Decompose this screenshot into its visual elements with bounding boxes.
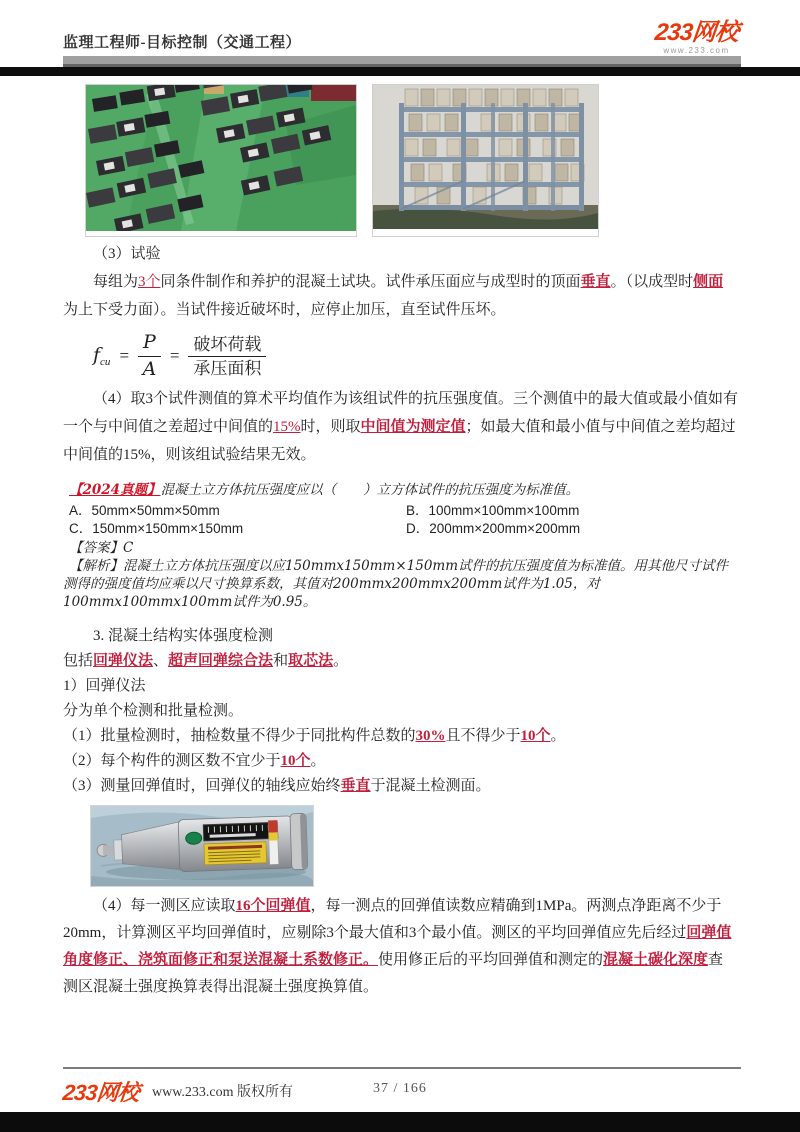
para-method: 1）回弹仪法 <box>63 677 146 694</box>
highlight-term: 侧面 <box>693 274 724 290</box>
highlight-term: 取芯法 <box>288 652 334 669</box>
heading-test: （3）试验 <box>93 246 161 262</box>
option-d: D．200mm×200mm×200mm <box>406 520 581 536</box>
para-item3 <box>63 774 738 799</box>
footer-rule <box>63 1067 741 1069</box>
exam-analysis: 【解析】混凝土立方体抗压强度以应150mmx150mm×150mm试件的抗压强度值为标准值。用其他尺寸试件测得的强度值均应乘以尺寸换算系数，其值对200mmx200mmx200mm试件为1.05，对100mmx100mmx100mm试件为0.95。 <box>63 557 729 610</box>
highlight-term: 混凝土碳化深度 <box>603 951 709 968</box>
highlight-term: 中间值为测定值 <box>360 418 466 435</box>
para-divide: 分为单个检测和批量检测。 <box>63 702 244 719</box>
text-run: 使用修正后的平均回弹值和测定的 <box>378 951 604 968</box>
text-run: （4）取3个试件测值的算术平均值作为该组试件的抗压强度值。三个测值中的最大值或最小值如有一个与中间值之差超过中间值的 <box>63 390 739 435</box>
highlight-term: 回弹值角度修正、浇筑面修正和泵送混凝土系数修正。 <box>63 924 732 968</box>
curing-rack-image <box>373 85 598 229</box>
footer-copyright: www.233.com 版权所有 <box>152 1085 294 1100</box>
concrete-cubes-photo <box>85 84 357 237</box>
highlight-term: 16个回弹值 <box>235 897 311 914</box>
text-run: 查测区混凝土强度换算表得出混凝土强度换算值。 <box>63 951 724 995</box>
rebound-hammer-photo <box>90 805 314 887</box>
section-strength-detection <box>63 624 738 799</box>
equals-sign: = <box>169 346 180 366</box>
para-zone-readings <box>63 893 738 1001</box>
text-run: 时，则取 <box>300 418 361 435</box>
header-rule-black <box>0 67 800 76</box>
highlight-term: 30% <box>415 727 446 744</box>
fraction-load-area: $\frac{\text{破坏荷载}}{\text{承压面积}}$ <box>188 334 266 380</box>
exam-tag: 【2024真题】 <box>69 481 161 498</box>
text-run: 为上下受力面）。当试件接近破坏时，应停止加压，直至试件压坏。 <box>63 302 506 318</box>
text-run: （4）每一测区应读取 <box>93 897 236 914</box>
para-item1 <box>63 724 738 749</box>
text-run: 、 <box>153 652 169 669</box>
brand-logo <box>655 21 738 55</box>
text-run: 。 <box>310 752 326 769</box>
rebound-hammer-image <box>91 806 313 886</box>
strength-formula <box>93 331 738 382</box>
text-run: （2）每个构件的测区数不宜少于 <box>63 752 281 769</box>
text-run: 。 <box>550 727 566 744</box>
text-run: 。（以成型时 <box>610 274 694 290</box>
highlight-term: 10个 <box>520 727 551 744</box>
curing-rack-photo <box>372 84 599 237</box>
exam-question-text: 混凝土立方体抗压强度应以（ ）立方体试件的抗压强度为标准值。 <box>160 481 580 498</box>
concrete-cubes-image <box>86 85 356 231</box>
para-test-group <box>63 268 738 324</box>
highlight-term: 垂直 <box>580 274 611 290</box>
highlight-term: 超声回弹综合法 <box>168 652 274 669</box>
formula-symbol: $f_{cu}$ <box>93 344 111 369</box>
para-include <box>63 649 738 674</box>
equals-sign: = <box>119 346 130 366</box>
text-run: （3）测量回弹值时，回弹仪的轴线应始终 <box>63 777 341 794</box>
page-title: 监理工程师-目标控制（交通工程） <box>63 35 301 51</box>
text-run: ；如最大值和最小值与中间值之差均超过中间值的15%，则该组试验结果无效。 <box>63 418 736 463</box>
highlight-term: 3个 <box>138 274 161 290</box>
exam-answer: 【答案】C <box>69 539 134 556</box>
text-run: （1）批量检测时，抽检数量不得少于同批构件总数的 <box>63 727 416 744</box>
exam-question <box>63 481 738 499</box>
footer-rule-black <box>0 1112 800 1132</box>
heading-strength: 3. 混凝土结构实体强度检测 <box>93 627 274 644</box>
option-c: C．150mm×150mm×150mm <box>69 520 244 536</box>
page-number: 37 / 166 <box>373 1081 427 1096</box>
highlight-term: 回弹仪法 <box>93 652 154 669</box>
text-run: 和 <box>273 652 289 669</box>
exam-options <box>63 502 738 537</box>
exam-question-block <box>63 481 738 611</box>
photo-row <box>85 84 738 237</box>
option-b: B．100mm×100mm×100mm <box>406 502 580 518</box>
header-rule-gray <box>63 56 741 67</box>
highlight-term: 10个 <box>280 752 311 769</box>
highlight-term: 15% <box>273 418 301 435</box>
text-run: 每组为 <box>93 274 139 290</box>
para-item2 <box>63 749 738 774</box>
logo-233-icon: 233网校 <box>653 19 740 46</box>
footer-logo-233-icon: 233网校 <box>61 1080 140 1105</box>
text-run: 且不得少于 <box>445 727 521 744</box>
text-run: 。 <box>333 652 349 669</box>
document-body <box>63 84 738 1001</box>
text-run: 同条件制作和养护的混凝土试块。试件承压面应与成型时的顶面 <box>160 274 581 290</box>
logo-url: www.233.com <box>663 46 730 55</box>
highlight-term: 垂直 <box>340 777 371 794</box>
text-run: 包括 <box>63 652 94 669</box>
option-a: A．50mm×50mm×50mm <box>69 502 220 518</box>
fraction-pa: $\frac{P}{A}$ <box>138 331 161 382</box>
text-run: ，每一测点的回弹值读数应精确到1MPa。两测点净距离不少于20mm，计算测区平均回弹值时，应剔除3个最大值和3个最小值。测区的平均回弹值应先后经过 <box>63 897 722 941</box>
para-average <box>63 385 738 469</box>
text-run: 于混凝土检测面。 <box>370 777 491 794</box>
